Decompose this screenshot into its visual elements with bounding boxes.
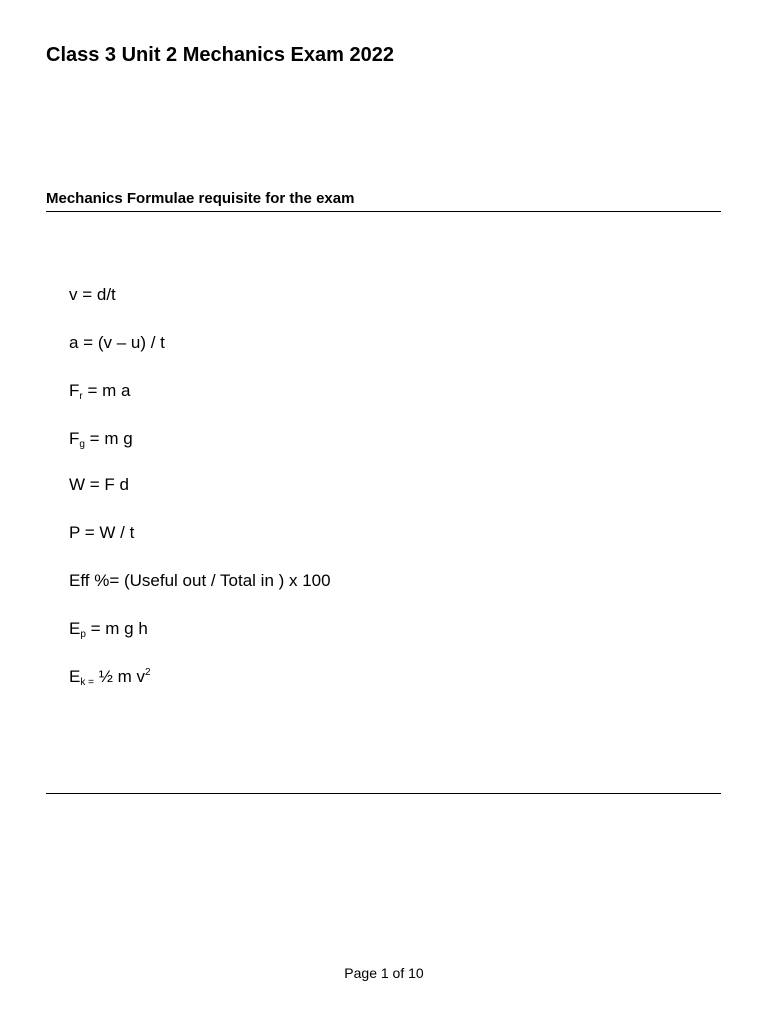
formula-expression: ½ m v: [93, 667, 145, 686]
page-title: Class 3 Unit 2 Mechanics Exam 2022: [46, 44, 394, 66]
formula-acceleration: a = (v – u) / t: [69, 333, 165, 352]
formula-potential-energy: [69, 619, 148, 639]
formula-power: P = W / t: [69, 523, 135, 542]
formula-subscript: k =: [80, 677, 94, 688]
bottom-divider: [46, 793, 721, 794]
section-heading: Mechanics Formulae requisite for the exam: [46, 190, 355, 207]
formula-subscript: r: [79, 391, 83, 402]
formula-symbol: E: [69, 667, 81, 686]
formula-symbol: F: [69, 429, 80, 448]
formula-work: W = F d: [69, 475, 129, 494]
formula-superscript: 2: [144, 667, 151, 678]
formula-resultant-force: [69, 381, 130, 401]
formula-symbol: E: [69, 619, 81, 638]
page-footer: Page 1 of 10: [344, 965, 424, 981]
formula-expression: = m g h: [85, 619, 148, 638]
formula-efficiency: Eff %= (Useful out / Total in ) x 100: [69, 571, 331, 590]
formula-symbol: F: [69, 381, 80, 400]
formula-expression: = m g: [84, 429, 133, 448]
formula-kinetic-energy: [69, 667, 151, 687]
formula-subscript: p: [80, 629, 86, 640]
formula-expression: = m a: [82, 381, 131, 400]
formula-gravity-force: [69, 429, 133, 449]
formula-subscript: g: [79, 439, 85, 450]
top-divider: [46, 211, 721, 212]
formula-velocity: v = d/t: [69, 285, 116, 304]
